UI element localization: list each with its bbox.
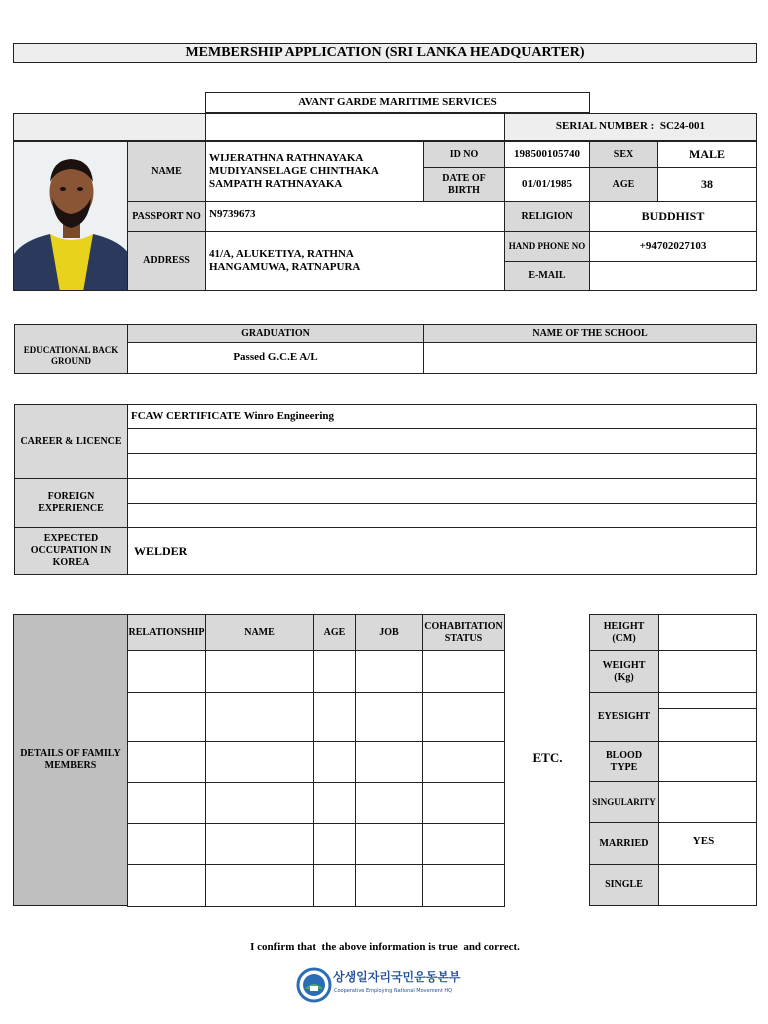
family-label: DETAILS OF FAMILY MEMBERS xyxy=(13,614,128,906)
family-header-age: AGE xyxy=(313,614,356,651)
family-row-cell xyxy=(313,823,356,865)
eyesight-label: EYESIGHT xyxy=(589,692,659,742)
foreign-line-2 xyxy=(127,503,757,528)
age-label: AGE xyxy=(589,167,658,202)
religion-label: RELIGION xyxy=(504,201,590,232)
family-row-cell xyxy=(422,692,505,742)
serial-value: SC24-001 xyxy=(659,120,706,133)
etc-label: ETC. xyxy=(532,750,563,765)
expected-occupation-label: EXPECTED OCCUPATION IN KOREA xyxy=(14,527,128,575)
foreign-line-1 xyxy=(127,478,757,504)
passport-label: PASSPORT NO xyxy=(127,201,206,232)
address-value: 41/A, ALUKETIYA, RATHNA HANGAMUWA, RATNAPURA xyxy=(205,231,505,291)
page-title: MEMBERSHIP APPLICATION (SRI LANKA HEADQUARTER) xyxy=(13,43,757,63)
school-header: NAME OF THE SCHOOL xyxy=(423,324,757,343)
organization-logo xyxy=(296,966,476,1004)
single-value xyxy=(658,864,757,906)
foreign-experience-label: FOREIGN EXPERIENCE xyxy=(14,478,128,528)
serial-label: SERIAL NUMBER : xyxy=(555,120,655,133)
family-header-cohabitation: COHABITATION STATUS xyxy=(422,614,505,651)
blank-cell xyxy=(205,113,505,141)
name-value: WIJERATHNA RATHNAYAKA MUDIYANSELAGE CHINTHAKA SAMPATH RATHNAYAKA xyxy=(205,141,424,202)
single-label: SINGLE xyxy=(589,864,659,906)
family-row-cell xyxy=(127,650,206,693)
family-row-cell xyxy=(205,864,314,907)
family-row-cell xyxy=(313,864,356,907)
family-row-cell xyxy=(355,864,423,907)
id-value: 198500105740 xyxy=(504,141,590,168)
family-row-cell xyxy=(127,823,206,865)
family-row-cell xyxy=(355,823,423,865)
eyesight-left-value xyxy=(658,692,757,709)
family-row-cell xyxy=(422,823,505,865)
eyesight-right-value xyxy=(658,708,757,742)
family-row-cell xyxy=(205,692,314,742)
expected-occupation-value: WELDER xyxy=(127,527,757,575)
family-row-cell xyxy=(127,741,206,783)
blood-type-value xyxy=(658,741,757,782)
married-value: YES xyxy=(658,822,757,865)
email-value xyxy=(589,261,757,291)
education-label: EDUCATIONAL BACK GROUND xyxy=(14,324,128,374)
phone-label: HAND PHONE NO xyxy=(504,231,590,262)
family-row-cell xyxy=(355,650,423,693)
height-value xyxy=(658,614,757,651)
married-label: MARRIED xyxy=(589,822,659,865)
family-row-cell xyxy=(127,782,206,824)
weight-value xyxy=(658,650,757,693)
sex-value: MALE xyxy=(657,141,757,168)
career-line-3 xyxy=(127,453,757,479)
family-row-cell xyxy=(422,741,505,783)
applicant-photo xyxy=(13,141,128,291)
family-row-cell xyxy=(313,692,356,742)
weight-label: WEIGHT (Kg) xyxy=(589,650,659,693)
sex-label: SEX xyxy=(589,141,658,168)
blood-type-label: BLOOD TYPE xyxy=(589,741,659,782)
school-value xyxy=(423,342,757,374)
family-row-cell xyxy=(205,782,314,824)
family-row-cell xyxy=(355,741,423,783)
age-value: 38 xyxy=(657,167,757,202)
logo-english-text: Cooperative Employing National Movement HQ xyxy=(334,988,453,994)
blank-header-cell xyxy=(13,113,206,141)
career-line-2 xyxy=(127,428,757,454)
email-label: E-MAIL xyxy=(504,261,590,291)
family-row-cell xyxy=(355,692,423,742)
graduation-value: Passed G.C.E A/L xyxy=(127,342,424,374)
family-row-cell xyxy=(313,782,356,824)
logo-korean-text: 상생일자리국민운동본부 xyxy=(333,970,461,984)
family-row-cell xyxy=(127,864,206,907)
confirmation-text: I confirm that the above information is true and correct. xyxy=(250,941,520,953)
height-label: HEIGHT (CM) xyxy=(589,614,659,651)
family-row-cell xyxy=(422,864,505,907)
phone-value: +94702027103 xyxy=(589,231,757,262)
address-label: ADDRESS xyxy=(127,231,206,291)
family-header-name: NAME xyxy=(205,614,314,651)
singularity-label: SINGULARITY xyxy=(589,781,659,823)
family-row-cell xyxy=(422,650,505,693)
family-row-cell xyxy=(355,782,423,824)
dob-value: 01/01/1985 xyxy=(504,167,590,202)
dob-label: DATE OF BIRTH xyxy=(423,167,505,202)
passport-value: N9739673 xyxy=(205,201,505,232)
family-header-job: JOB xyxy=(355,614,423,651)
family-row-cell xyxy=(127,692,206,742)
serial-number xyxy=(504,113,757,141)
family-row-cell xyxy=(313,741,356,783)
family-row-cell xyxy=(205,650,314,693)
family-row-cell xyxy=(205,823,314,865)
career-line-1: FCAW CERTIFICATE Winro Engineering xyxy=(127,404,757,429)
religion-value: BUDDHIST xyxy=(589,201,757,232)
family-row-cell xyxy=(422,782,505,824)
id-label: ID NO xyxy=(423,141,505,168)
family-header-relationship: RELATIONSHIP xyxy=(127,614,206,651)
family-row-cell xyxy=(313,650,356,693)
agency-name: AVANT GARDE MARITIME SERVICES xyxy=(205,92,590,113)
globe-emblem-icon xyxy=(296,967,332,1003)
family-row-cell xyxy=(205,741,314,783)
singularity-value xyxy=(658,781,757,823)
name-label: NAME xyxy=(127,141,206,202)
graduation-header: GRADUATION xyxy=(127,324,424,343)
career-label: CAREER & LICENCE xyxy=(14,404,128,479)
